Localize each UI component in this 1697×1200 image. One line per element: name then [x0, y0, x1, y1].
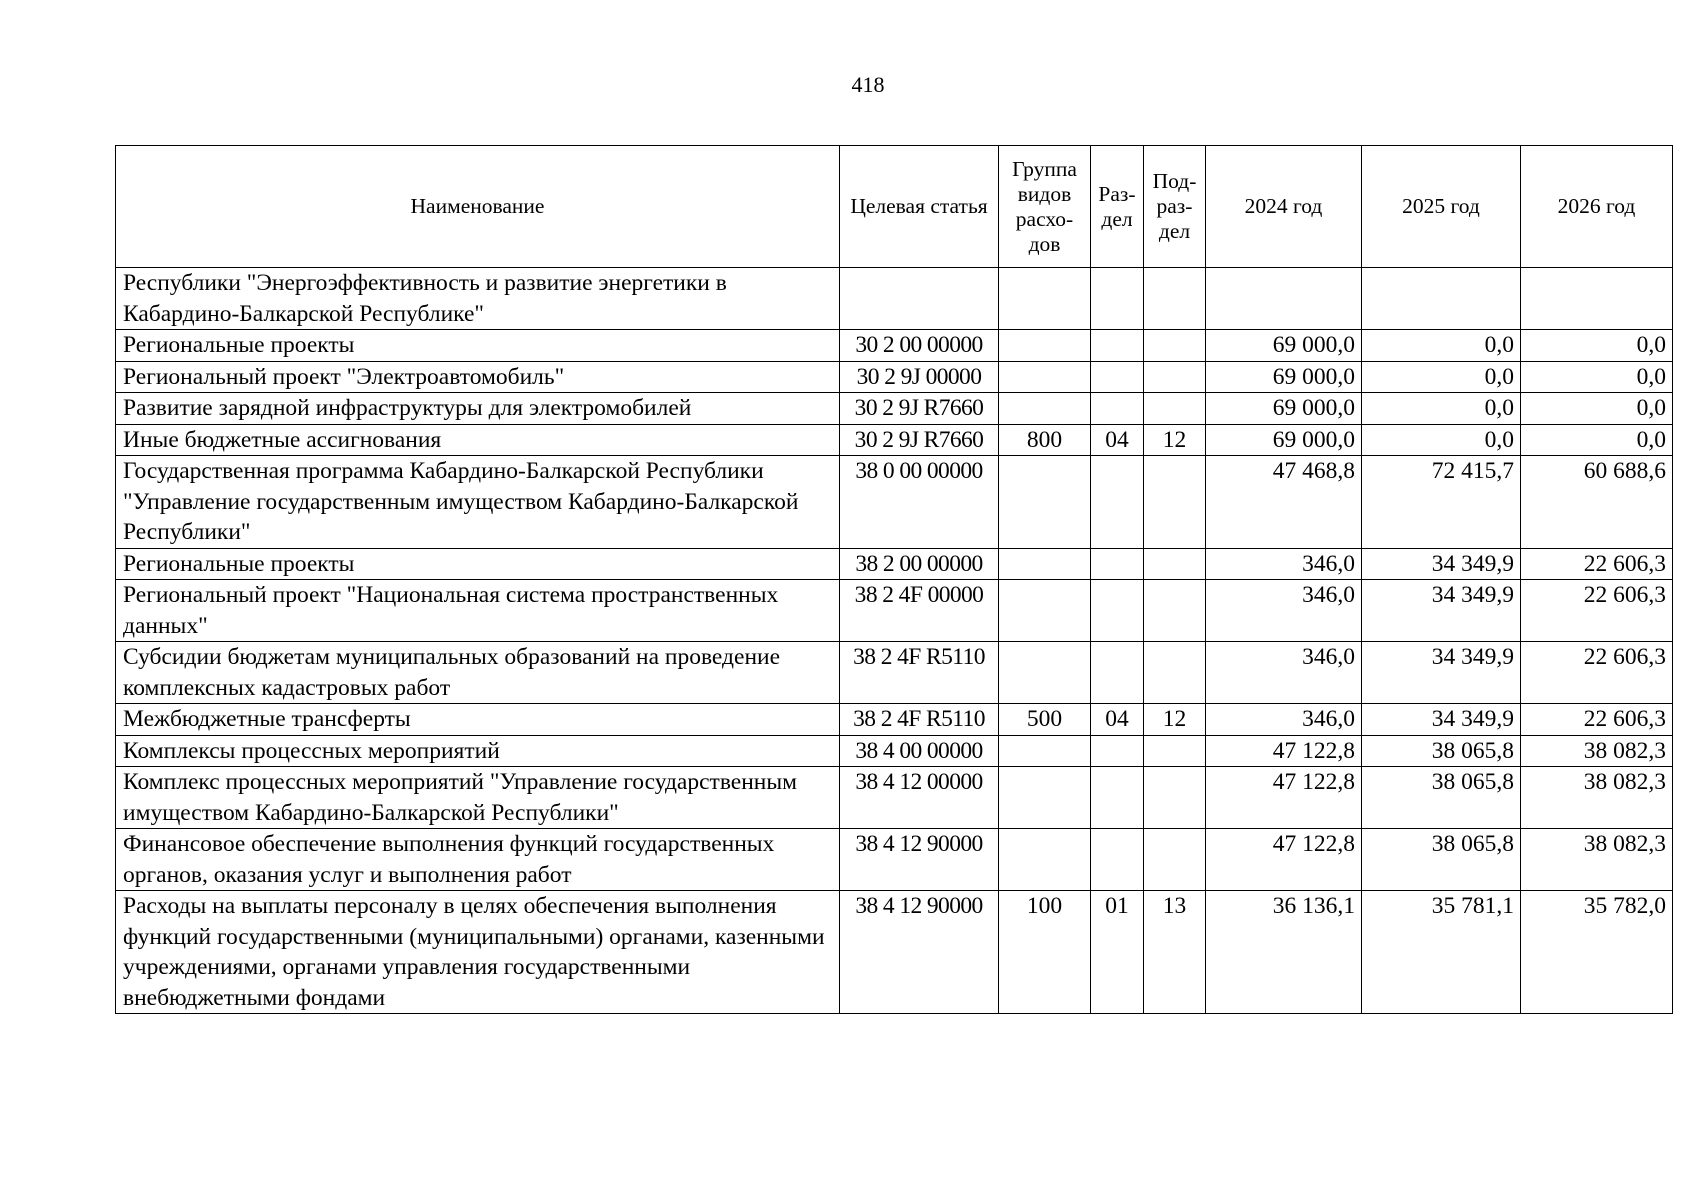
row-2024-value: 47 122,8 — [1206, 767, 1362, 829]
row-subsection — [1144, 393, 1206, 425]
row-subsection — [1144, 767, 1206, 829]
row-name: Межбюджетные трансферты — [116, 704, 840, 736]
table-row — [116, 548, 1673, 580]
row-2025-value: 38 065,8 — [1362, 735, 1521, 767]
row-name: Региональные проекты — [116, 330, 840, 362]
row-subsection — [1144, 829, 1206, 891]
row-expense-group — [999, 268, 1091, 330]
row-subsection — [1144, 330, 1206, 362]
row-2026-value — [1521, 268, 1673, 330]
table-row — [116, 361, 1673, 393]
row-name: Региональный проект "Национальная система пространственных данных" — [116, 580, 840, 642]
row-target-article — [840, 268, 999, 330]
row-section — [1091, 393, 1144, 425]
row-2024-value: 36 136,1 — [1206, 891, 1362, 1014]
table-row — [116, 642, 1673, 704]
row-expense-group: 500 — [999, 704, 1091, 736]
row-2025-value: 0,0 — [1362, 393, 1521, 425]
row-section — [1091, 767, 1144, 829]
header-row — [116, 146, 1673, 268]
row-name: Развитие зарядной инфраструктуры для электромобилей — [116, 393, 840, 425]
row-2024-value: 69 000,0 — [1206, 330, 1362, 362]
row-name: Финансовое обеспечение выполнения функций государственных органов, оказания услуг и выполнения работ — [116, 829, 840, 891]
table-row — [116, 704, 1673, 736]
table-row — [116, 456, 1673, 549]
row-2025-value: 34 349,9 — [1362, 580, 1521, 642]
row-expense-group: 800 — [999, 424, 1091, 456]
row-expense-group — [999, 361, 1091, 393]
row-2025-value: 0,0 — [1362, 424, 1521, 456]
header-expense-group: Группа видов расхо-дов — [999, 146, 1091, 268]
row-target-article: 30 2 00 00000 — [840, 330, 999, 362]
row-2024-value: 346,0 — [1206, 704, 1362, 736]
row-section: 01 — [1091, 891, 1144, 1014]
row-expense-group: 100 — [999, 891, 1091, 1014]
row-2024-value: 47 468,8 — [1206, 456, 1362, 549]
row-section — [1091, 456, 1144, 549]
row-section — [1091, 361, 1144, 393]
row-2026-value: 0,0 — [1521, 330, 1673, 362]
header-2024: 2024 год — [1206, 146, 1362, 268]
row-expense-group — [999, 393, 1091, 425]
row-section — [1091, 580, 1144, 642]
header-2025: 2025 год — [1362, 146, 1521, 268]
row-name: Региональные проекты — [116, 548, 840, 580]
row-name: Комплекс процессных мероприятий "Управление государственным имуществом Кабардино-Балкарской Республики" — [116, 767, 840, 829]
row-2026-value: 0,0 — [1521, 361, 1673, 393]
row-2026-value: 60 688,6 — [1521, 456, 1673, 549]
row-2026-value: 38 082,3 — [1521, 735, 1673, 767]
row-expense-group — [999, 580, 1091, 642]
row-subsection — [1144, 580, 1206, 642]
row-2025-value: 0,0 — [1362, 361, 1521, 393]
row-target-article: 38 4 12 90000 — [840, 891, 999, 1014]
row-section: 04 — [1091, 424, 1144, 456]
table-row — [116, 268, 1673, 330]
row-section — [1091, 268, 1144, 330]
table-row — [116, 424, 1673, 456]
header-section: Раз-дел — [1091, 146, 1144, 268]
row-target-article: 38 0 00 00000 — [840, 456, 999, 549]
row-2025-value: 34 349,9 — [1362, 548, 1521, 580]
row-section — [1091, 829, 1144, 891]
row-target-article: 38 4 00 00000 — [840, 735, 999, 767]
row-subsection — [1144, 548, 1206, 580]
row-name: Расходы на выплаты персоналу в целях обеспечения выполнения функций государственными (муниципальными) органами, казенными учреждениями, органами управления государственными внебюджетными фондами — [116, 891, 840, 1014]
row-2024-value — [1206, 268, 1362, 330]
row-2026-value: 0,0 — [1521, 393, 1673, 425]
header-subsection: Под-раз-дел — [1144, 146, 1206, 268]
row-2025-value: 72 415,7 — [1362, 456, 1521, 549]
row-2026-value: 35 782,0 — [1521, 891, 1673, 1014]
row-expense-group — [999, 642, 1091, 704]
row-section — [1091, 642, 1144, 704]
row-2025-value: 38 065,8 — [1362, 767, 1521, 829]
row-subsection — [1144, 642, 1206, 704]
row-name: Иные бюджетные ассигнования — [116, 424, 840, 456]
row-name: Государственная программа Кабардино-Балкарской Республики "Управление государственным имуществом Кабардино-Балкарской Республики" — [116, 456, 840, 549]
row-name: Региональный проект "Электроавтомобиль" — [116, 361, 840, 393]
row-2025-value: 34 349,9 — [1362, 642, 1521, 704]
row-subsection — [1144, 735, 1206, 767]
row-target-article: 30 2 9J 00000 — [840, 361, 999, 393]
row-subsection — [1144, 361, 1206, 393]
row-2025-value: 35 781,1 — [1362, 891, 1521, 1014]
row-expense-group — [999, 767, 1091, 829]
row-section — [1091, 330, 1144, 362]
row-subsection: 13 — [1144, 891, 1206, 1014]
table-row — [116, 735, 1673, 767]
row-section — [1091, 548, 1144, 580]
row-name: Комплексы процессных мероприятий — [116, 735, 840, 767]
row-target-article: 38 4 12 90000 — [840, 829, 999, 891]
row-2024-value: 346,0 — [1206, 642, 1362, 704]
row-2026-value: 0,0 — [1521, 424, 1673, 456]
row-target-article: 30 2 9J R7660 — [840, 393, 999, 425]
row-subsection — [1144, 268, 1206, 330]
budget-table — [115, 145, 1673, 1014]
header-target-article: Целевая статья — [840, 146, 999, 268]
row-2024-value: 47 122,8 — [1206, 829, 1362, 891]
row-subsection — [1144, 456, 1206, 549]
row-expense-group — [999, 456, 1091, 549]
row-target-article: 38 2 00 00000 — [840, 548, 999, 580]
row-2024-value: 346,0 — [1206, 580, 1362, 642]
row-expense-group — [999, 735, 1091, 767]
row-target-article: 38 2 4F 00000 — [840, 580, 999, 642]
table-row — [116, 580, 1673, 642]
row-subsection: 12 — [1144, 704, 1206, 736]
row-2025-value: 38 065,8 — [1362, 829, 1521, 891]
row-2025-value — [1362, 268, 1521, 330]
header-2026: 2026 год — [1521, 146, 1673, 268]
table-row — [116, 767, 1673, 829]
row-name: Республики "Энергоэффективность и развитие энергетики в Кабардино-Балкарской Республике" — [116, 268, 840, 330]
row-2026-value: 22 606,3 — [1521, 548, 1673, 580]
row-2026-value: 38 082,3 — [1521, 829, 1673, 891]
row-target-article: 30 2 9J R7660 — [840, 424, 999, 456]
row-name: Субсидии бюджетам муниципальных образований на проведение комплексных кадастровых работ — [116, 642, 840, 704]
row-2026-value: 38 082,3 — [1521, 767, 1673, 829]
page-number: 418 — [851, 72, 885, 97]
row-2024-value: 69 000,0 — [1206, 393, 1362, 425]
row-expense-group — [999, 548, 1091, 580]
row-target-article: 38 2 4F R5110 — [840, 704, 999, 736]
row-2026-value: 22 606,3 — [1521, 580, 1673, 642]
row-subsection: 12 — [1144, 424, 1206, 456]
table-row — [116, 891, 1673, 1014]
table-body — [116, 268, 1673, 1014]
row-2024-value: 346,0 — [1206, 548, 1362, 580]
table-row — [116, 330, 1673, 362]
header-name: Наименование — [116, 146, 840, 268]
row-section: 04 — [1091, 704, 1144, 736]
table-row — [116, 829, 1673, 891]
row-2025-value: 34 349,9 — [1362, 704, 1521, 736]
row-2026-value: 22 606,3 — [1521, 704, 1673, 736]
row-2025-value: 0,0 — [1362, 330, 1521, 362]
row-2024-value: 47 122,8 — [1206, 735, 1362, 767]
row-2024-value: 69 000,0 — [1206, 361, 1362, 393]
row-section — [1091, 735, 1144, 767]
row-target-article: 38 2 4F R5110 — [840, 642, 999, 704]
row-2024-value: 69 000,0 — [1206, 424, 1362, 456]
row-2026-value: 22 606,3 — [1521, 642, 1673, 704]
row-expense-group — [999, 330, 1091, 362]
row-expense-group — [999, 829, 1091, 891]
table-row — [116, 393, 1673, 425]
row-target-article: 38 4 12 00000 — [840, 767, 999, 829]
